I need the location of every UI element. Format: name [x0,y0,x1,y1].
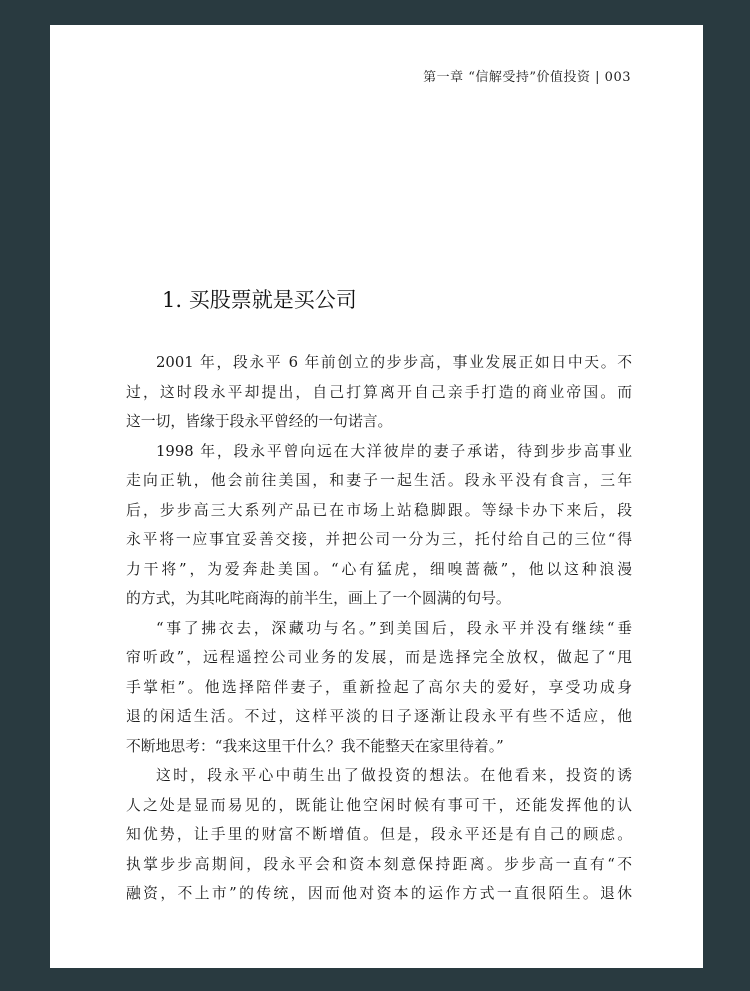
paragraph-line: 这一切，皆缘于段永平曾经的一句诺言。 [126,413,393,430]
paragraph-line: “事了拂衣去，深藏功与名。”到美国后，段永平并没有继续“垂 [156,619,632,637]
section-heading: 1. 买股票就是买公司 [162,288,357,312]
paragraph-line: 走向正轨，他会前往美国，和妻子一起生活。段永平没有食言，三年 [126,472,632,489]
paragraph-1 [126,348,632,437]
paragraph-line: 帘听政”，远程遥控公司业务的发展，而是选择完全放权，做起了“甩 [126,649,632,666]
paragraph-line: 执掌步步高期间，段永平会和资本刻意保持距离。步步高一直有“不 [126,855,632,873]
paragraph-line: 这时，段永平心中萌生出了做投资的想法。在他看来，投资的诱 [156,767,632,784]
paragraph-line: 手掌柜”。他选择陪伴妻子，重新捡起了高尔夫的爱好，享受功成身 [126,678,632,696]
paragraph-line: 2001 年，段永平 6 年前创立的步步高，事业发展正如日中天。不 [156,354,632,371]
paragraph-line: 力干将”，为爱奔赴美国。“心有猛虎，细嗅蔷薇”，他以这种浪漫 [126,560,632,578]
paragraph-line: 的方式，为其叱咤商海的前半生，画上了一个圆满的句号。 [126,590,511,607]
paragraph-3 [126,614,632,762]
paragraph-line: 永平将一应事宜妥善交接，并把公司一分为三，托付给自己的三位“得 [126,531,632,548]
paragraph-line: 过，这时段永平却提出，自己打算离开自己亲手打造的商业帝国。而 [126,383,632,401]
paragraph-line: 不断地思考：“我来这里干什么？我不能整天在家里待着。” [126,737,504,755]
paragraph-4 [126,761,632,909]
paragraph-line: 知优势，让手里的财富不断增值。但是，段永平还是有自己的顾虑。 [126,826,632,843]
paragraph-line: 后，步步高三大系列产品已在市场上站稳脚跟。等绿卡办下来后，段 [126,501,632,519]
paragraph-line: 退的闲适生活。不过，这样平淡的日子逐渐让段永平有些不适应，他 [126,708,632,725]
paragraph-line: 1998 年，段永平曾向远在大洋彼岸的妻子承诺，待到步步高事业 [156,442,632,460]
running-header: 第一章 “信解受持”价值投资 | 003 [423,70,631,85]
book-page [50,25,703,968]
paragraph-2 [126,437,632,614]
paragraph-line: 融资，不上市”的传统，因而他对资本的运作方式一直很陌生。退休 [126,885,632,902]
paragraph-line: 人之处是显而易见的，既能让他空闲时候有事可干，还能发挥他的认 [126,796,632,814]
body-text [126,348,632,909]
